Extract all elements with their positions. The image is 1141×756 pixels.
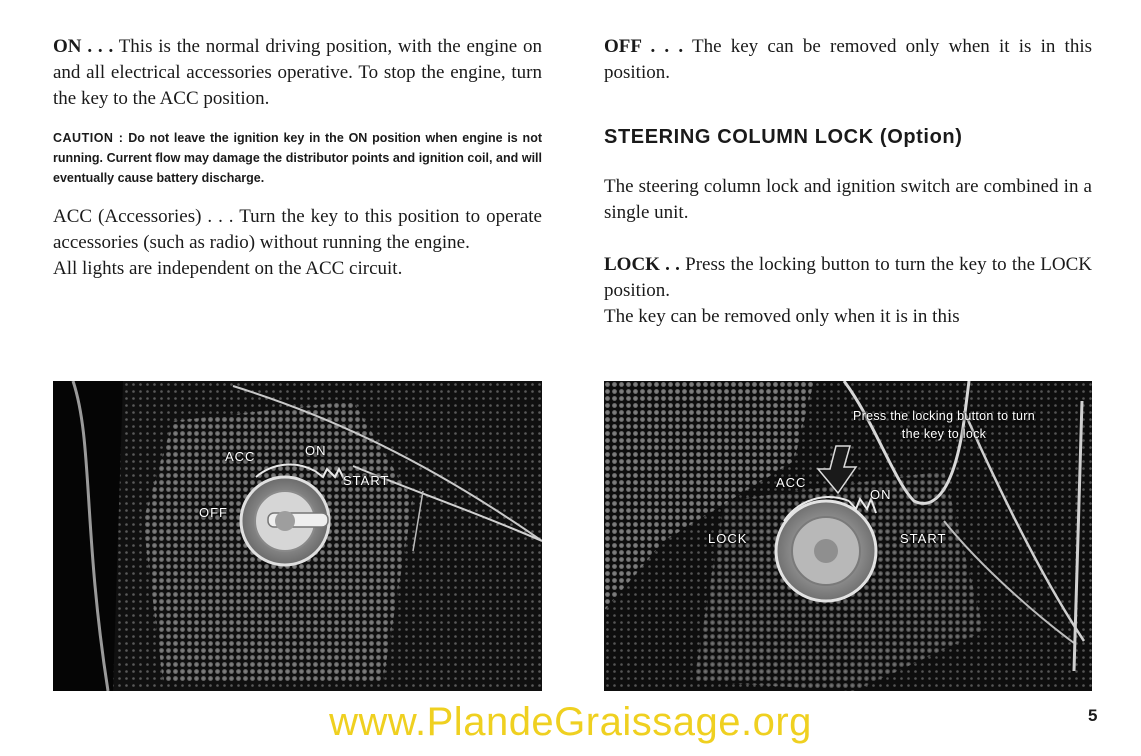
label-on: ON: [305, 443, 327, 458]
on-text: This is the normal driving position, with the engine on and all electrical accessories operative. To stop the engine, turn the key to the ACC position.: [53, 36, 543, 109]
off-text: The key can be removed only when it is in this position.: [604, 36, 1092, 83]
acc-note: All lights are independent on the ACC circuit.: [53, 258, 403, 279]
right-column: [604, 34, 1092, 330]
label-acc: ACC: [225, 449, 256, 464]
label-off: OFF: [199, 505, 228, 520]
label-start: START: [343, 473, 390, 488]
label-lock: LOCK: [708, 531, 748, 546]
caution-label: CAUTION :: [53, 131, 124, 145]
ignition-switch-illustration: [53, 381, 542, 691]
off-lead: OFF . . .: [604, 36, 684, 57]
lock-lead: LOCK . .: [604, 254, 680, 275]
off-paragraph: [604, 34, 1092, 86]
label-acc-right: ACC: [776, 475, 807, 490]
lock-paragraph: [604, 252, 1092, 304]
left-column: [53, 34, 542, 282]
locking-button-callout: Press the locking button to turn the key to lock: [853, 409, 1035, 441]
label-on-right: ON: [870, 487, 892, 502]
ignition-photo-right: [604, 381, 1092, 691]
acc-lead: ACC (Accessories) . . .: [53, 206, 234, 227]
acc-text: Turn the key to this position to operate accessories (such as radio) without running the engine.: [53, 206, 542, 253]
on-lead: ON . . .: [53, 36, 114, 57]
lock-paragraph-2: The key can be removed only when it is in this: [604, 306, 960, 327]
page-number: 5: [1088, 706, 1098, 725]
caution-paragraph: [53, 128, 542, 188]
acc-paragraph: [53, 204, 542, 256]
section-heading: STEERING COLUMN LOCK (Option): [604, 126, 963, 148]
caution-text: Do not leave the ignition key in the ON position when engine is not running. Current flow may damage the distributor points and ignition coil, and will eventually cause battery discharge.: [53, 131, 542, 185]
lock-text: Press the locking button to turn the key to the LOCK position.: [604, 254, 1093, 301]
label-start-right: START: [900, 531, 947, 546]
on-paragraph: [53, 34, 542, 112]
steering-paragraph: The steering column lock and ignition switch are combined in a single unit.: [604, 176, 1092, 223]
watermark: www.PlandeGraissage.org: [329, 700, 812, 744]
ignition-photo-left: [53, 381, 542, 691]
